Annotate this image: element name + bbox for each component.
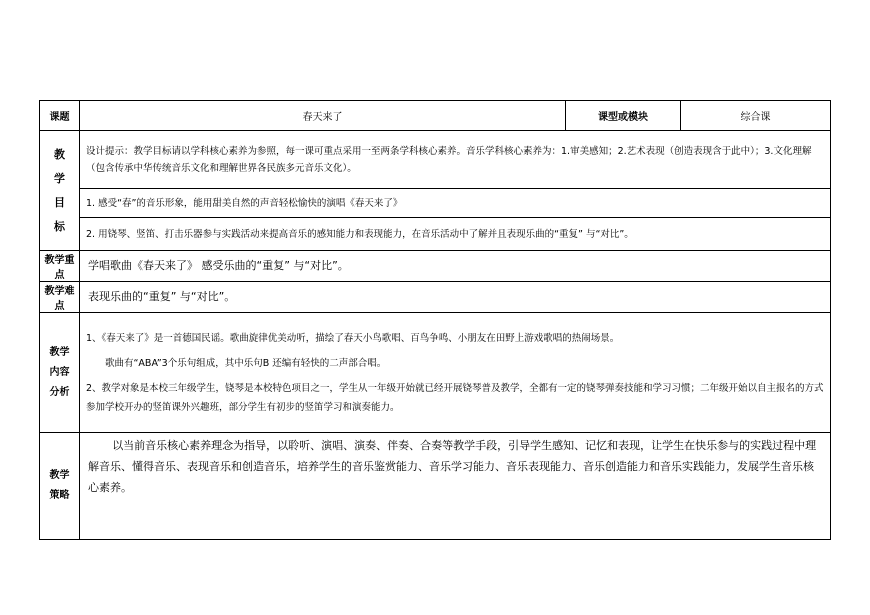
objectives-label: 教 学 目 标 [40,131,80,251]
content-analysis-text [80,313,831,433]
content-analysis-paragraph-1: 1、《春天来了》是一首德国民谣。歌曲旋律优美动听，描绘了春天小鸟歌唱、百鸟争鸣、小朋友在田野上游戏歌唱的热闹场景。 [86,332,620,344]
strategy-row [40,433,831,540]
lesson-plan-table [39,100,831,540]
strategy-text: 以当前音乐核心素养理念为指导，以聆听、演唱、演奏、伴奏、合奏等教学手段，引导学生感知、记忆和表现，让学生在快乐参与的实践过程中理解音乐、懂得音乐、表现音乐和创造音乐，培养学生的音乐鉴赏能力、音乐学习能力、音乐表现能力、音乐创造能力和音乐实践能力，发展学生音乐核心素养。 [80,433,831,540]
objective-row-2 [40,218,831,251]
objective-row-1 [40,189,831,218]
key-point-text: 学唱歌曲《春天来了》 感受乐曲的“重复” 与“对比”。 [80,251,831,282]
difficulty-row [40,282,831,313]
objectives-hint-row [40,131,831,189]
content-analysis-label: 教学 内容 分析 [40,313,80,433]
content-analysis-row [40,313,831,433]
difficulty-label: 教学难点 [40,282,80,313]
objectives-hint: 设计提示：教学目标请以学科核心素养为参照，每一课可重点采用一至两条学科核心素养。音乐学科核心素养为：1.审美感知；2.艺术表现（创造表现含于此中）；3.文化理解（包含传承中华传统音乐文化和理解世界各民族多元音乐文化）。 [80,131,831,189]
objective-item-1: 1. 感受“春”的音乐形象，能用甜美自然的声音轻松愉快的演唱《春天来了》 [80,189,831,218]
strategy-label: 教学 策略 [40,433,80,540]
lesson-type-label: 课型或模块 [566,101,681,131]
topic-value: 春天来了 [80,101,566,131]
lesson-type-value: 综合课 [681,101,831,131]
difficulty-text: 表现乐曲的“重复” 与“对比”。 [80,282,831,313]
objective-item-2: 2. 用铙琴、竖笛、打击乐器参与实践活动来提高音乐的感知能力和表现能力，在音乐活动中了解并且表现乐曲的“重复” 与“对比”。 [80,218,831,251]
key-point-label: 教学重点 [40,251,80,282]
header-row [40,101,831,131]
content-analysis-paragraph-2: 歌曲有“ABA”3个乐句组成，其中乐句B 还编有轻快的二声部合唱。 [105,357,387,369]
content-analysis-paragraph-3: 2、教学对象是本校三年级学生，铙琴是本校特色项目之一，学生从一年级开始就已经开展铙琴普及教学，全都有一定的铙琴弹奏技能和学习习惯；二年级开始以自主报名的方式参加学校开办的竖笛课外兴趣班，部分学生有初步的竖笛学习和演奏能力。 [86,382,824,413]
topic-label: 课题 [40,101,80,131]
key-point-row [40,251,831,282]
